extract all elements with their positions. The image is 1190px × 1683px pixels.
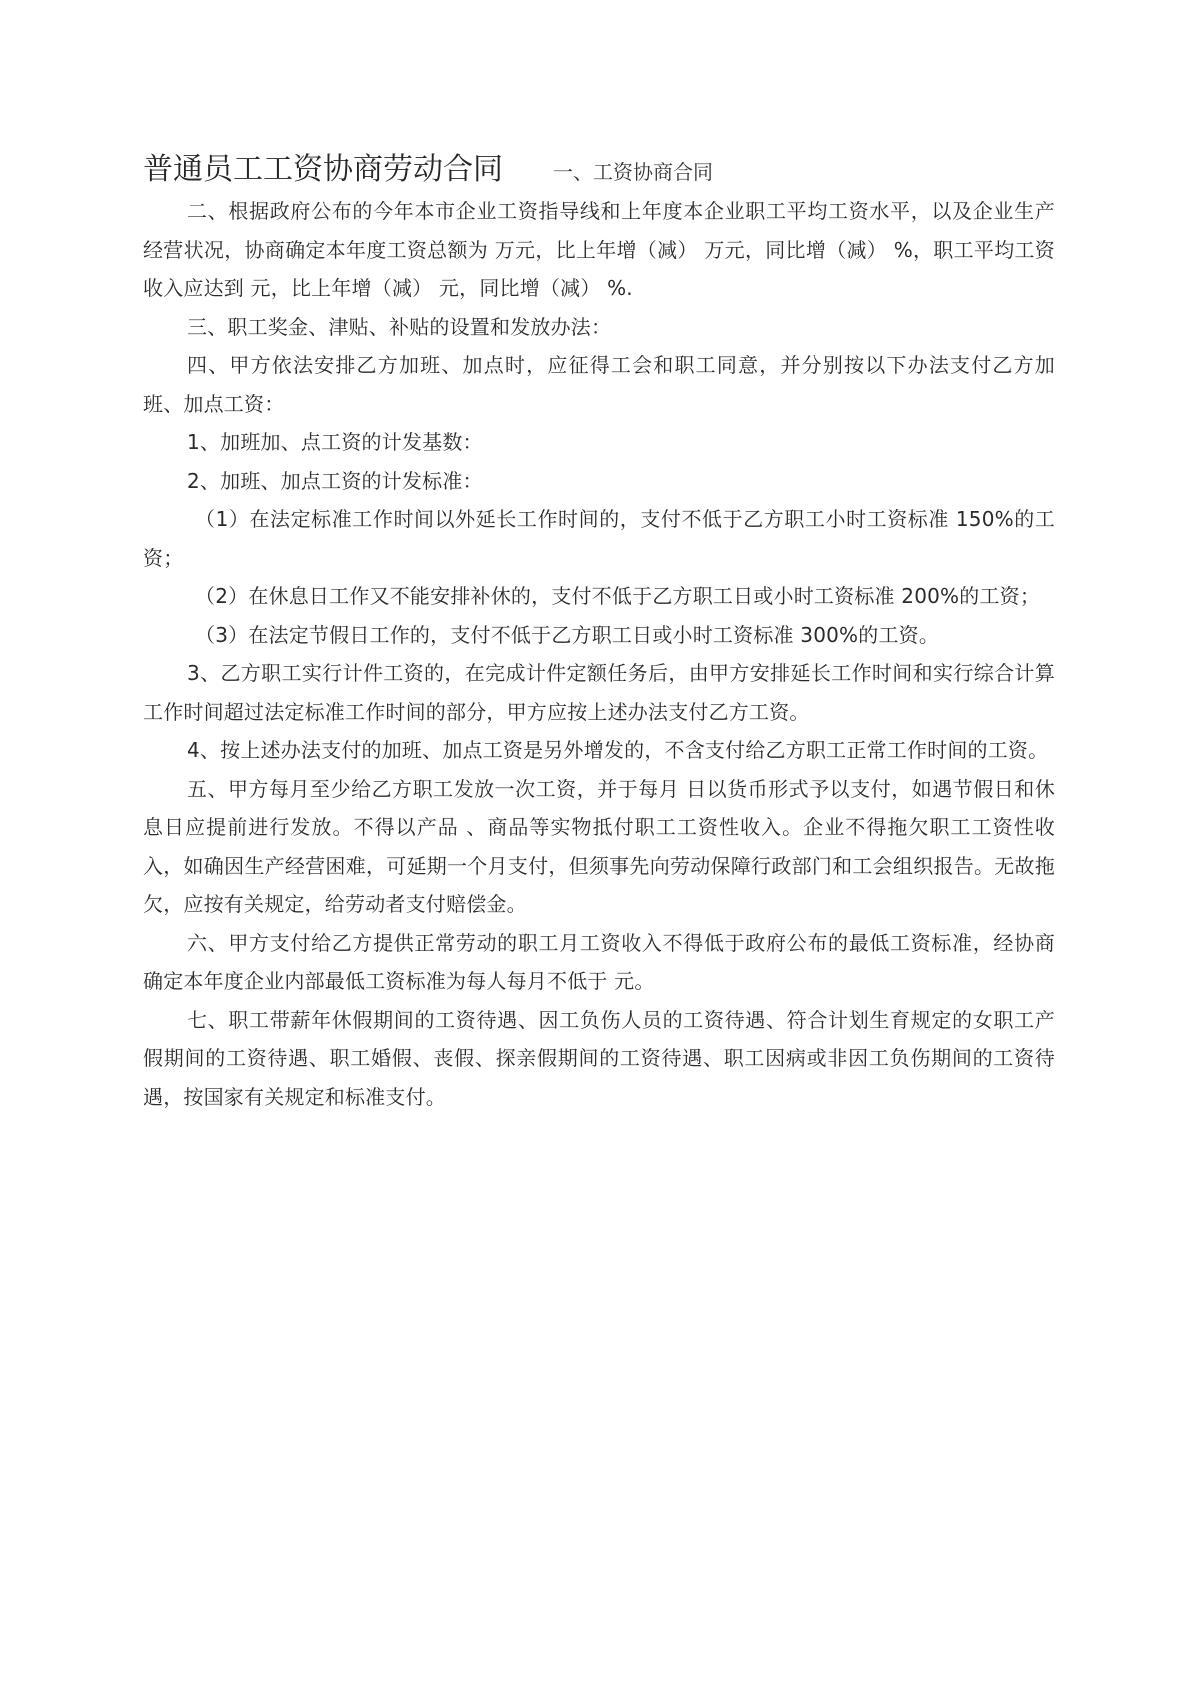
paragraph-4: 四、甲方依法安排乙方加班、加点时，应征得工会和职工同意，并分别按以下办法支付乙方加班、加点工资：: [143, 353, 1055, 416]
paragraph-4-2: 2、加班、加点工资的计发标准：: [187, 468, 483, 493]
paragraph-6: 六、甲方支付给乙方提供正常劳动的职工月工资收入不得低于政府公布的最低工资标准，经协商确定本年度企业内部最低工资标准为每人每月不低于 元。: [143, 930, 1055, 993]
document-subtitle: 一、工资协商合同: [553, 160, 713, 184]
title-line: [143, 132, 1055, 192]
paragraph-4-2-3: （3）在法定节假日工作的，支付不低于乙方职工日或小时工资标准 300%的工资。: [195, 622, 940, 647]
paragraph-4-2-1: （1）在法定标准工作时间以外延长工作时间的，支付不低于乙方职工小时工资标准 150%的工资；: [143, 507, 1055, 570]
paragraph-4-4: 4、按上述办法支付的加班、加点工资是另外增发的，不含支付给乙方职工正常工作时间的工资。: [187, 738, 1049, 762]
paragraph-4-1: 1、加班加、点工资的计发基数：: [187, 430, 483, 454]
paragraph-4-2-2: （2）在休息日工作又不能安排补休的，支付不低于乙方职工日或小时工资标准 200%的工资；: [195, 584, 1041, 608]
paragraph-5: 五、甲方每月至少给乙方职工发放一次工资，并于每月 日以货币形式予以支付，如遇节假日和休息日应提前进行发放。不得以产品 、商品等实物抵付职工工资性收入。企业不得拖欠职工工资性收入，如确因生产经营困难，可延期一个月支付，但须事先向劳动保障行政部门和工会组织报告。无故拖欠，应按有关规定，给劳动者支付赔偿金。: [143, 776, 1055, 916]
paragraph-4-3: 3、乙方职工实行计件工资的，在完成计件定额任务后，由甲方安排延长工作时间和实行综合计算工作时间超过法定标准工作时间的部分，甲方应按上述办法支付乙方工资。: [143, 661, 1055, 724]
paragraph-3: 三、职工奖金、津贴、补贴的设置和发放办法：: [187, 314, 612, 339]
document-title: 普通员工工资协商劳动合同: [143, 152, 503, 187]
document-page: [143, 132, 1055, 1116]
paragraph-2: 二、根据政府公布的今年本市企业工资指导线和上年度本企业职工平均工资水平，以及企业生产经营状况，协商确定本年度工资总额为 万元，比上年增（减） 万元，同比增（减） %，职工平均工资收入应达到 元，比上年增（减） 元，同比增（减） %.: [143, 199, 1055, 300]
paragraph-7: 七、职工带薪年休假期间的工资待遇、因工负伤人员的工资待遇、符合计划生育规定的女职工产假期间的工资待遇、职工婚假、丧假、探亲假期间的工资待遇、职工因病或非因工负伤期间的工资待遇，按国家有关规定和标准支付。: [143, 1007, 1055, 1109]
